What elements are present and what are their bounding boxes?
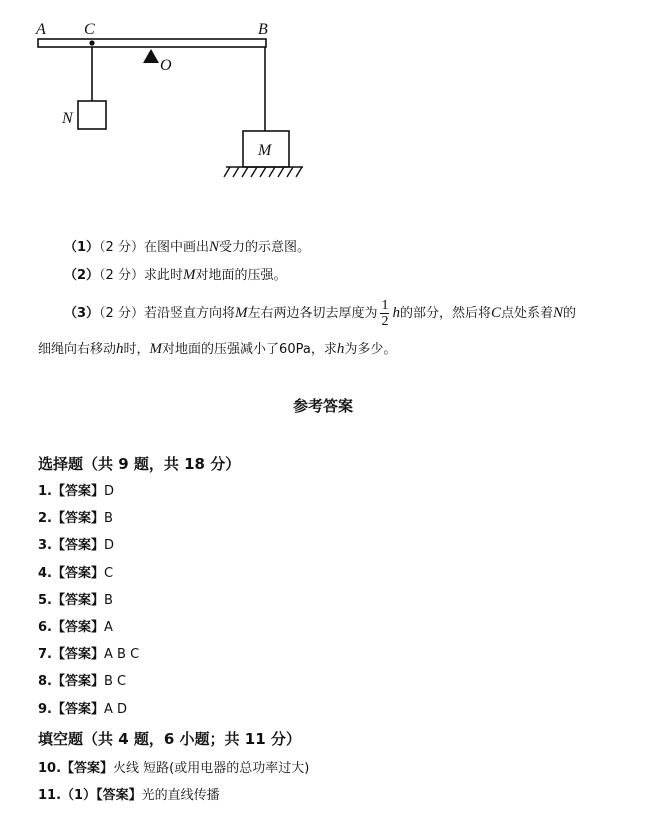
answer-value: B C: [104, 674, 127, 690]
answer-value: A D: [104, 701, 128, 717]
question-score: （2 分）: [99, 306, 144, 321]
label-c: C: [84, 21, 95, 38]
question-text: 求此时: [143, 268, 183, 283]
question-1: [64, 238, 310, 257]
label-m: M: [258, 142, 272, 159]
variable: h: [392, 305, 400, 321]
answer-value: B: [104, 511, 113, 527]
variable: M: [182, 267, 196, 283]
variable: C: [491, 305, 502, 321]
lever-diagram: [0, 0, 646, 200]
fulcrum-o: [143, 49, 159, 63]
answer-value: C: [104, 565, 114, 581]
pressure-value: 60Pa: [279, 342, 311, 357]
answer-tag: 【答案】: [51, 701, 104, 717]
question-number: （2）: [64, 268, 100, 283]
list-item: [38, 701, 139, 728]
answer-tag: 【答案】: [96, 788, 142, 803]
answer-value: A B C: [104, 647, 140, 663]
answer-tag: 【答案】: [51, 592, 104, 608]
list-item: [38, 510, 139, 537]
question-text: 对地面的压强。: [195, 268, 287, 283]
label-n: N: [62, 110, 73, 127]
answer-number: 10.: [38, 761, 62, 776]
answer-tag: 【答案】: [51, 565, 104, 581]
variable: M: [234, 305, 248, 321]
question-number: （3）: [64, 306, 100, 321]
answer-number: 6.: [38, 619, 52, 635]
sub-question-number: （1）: [61, 788, 97, 803]
fraction-numerator: 1: [381, 298, 389, 313]
label-o: O: [160, 57, 172, 74]
question-3: [64, 298, 576, 329]
variable: M: [149, 341, 163, 357]
list-item: [38, 760, 309, 787]
question-number: （1）: [64, 240, 100, 255]
list-item: [38, 673, 139, 700]
question-2: [64, 266, 286, 285]
answer-number: 4.: [38, 565, 52, 581]
variable: h: [116, 341, 124, 357]
answer-number: 9.: [38, 701, 52, 717]
answer-tag: 【答案】: [51, 511, 104, 527]
answer-number: 8.: [38, 674, 52, 690]
answer-tag: 【答案】: [51, 647, 104, 663]
list-item: [38, 787, 309, 814]
list-item: [38, 619, 139, 646]
list-item: [38, 537, 139, 564]
answers-title: 参考答案: [292, 397, 353, 415]
answer-number: 2.: [38, 511, 52, 527]
answer-value: 光的直线传播: [141, 788, 220, 803]
answer-tag: 【答案】: [51, 674, 104, 690]
point-c: [89, 40, 94, 45]
answer-value: B: [104, 592, 113, 608]
answer-value: D: [104, 484, 115, 499]
answer-tag: 【答案】: [51, 538, 104, 554]
question-text: 为多少。: [344, 342, 397, 357]
variable: N: [553, 305, 564, 321]
question-score: （2 分）: [99, 268, 144, 283]
answer-tag: 【答案】: [51, 484, 104, 499]
answer-number: 3.: [38, 538, 52, 554]
answer-number: 1.: [38, 484, 52, 499]
question-text: 细绳向右移动: [38, 342, 117, 357]
question-text: 的: [563, 306, 577, 321]
question-text: 在图中画出: [143, 240, 209, 255]
variable: h: [336, 341, 345, 357]
question-text: 点处系着: [501, 306, 554, 321]
question-text: 左右两边各切去厚度为: [247, 306, 378, 321]
label-b: B: [258, 21, 268, 38]
answer-number: 7.: [38, 647, 52, 663]
answer-tag: 【答案】: [61, 761, 114, 776]
answer-number: 11.: [38, 788, 62, 803]
fraction-one-half: [380, 298, 389, 329]
answer-value: A: [104, 619, 113, 635]
ground: [224, 167, 303, 177]
block-n: [78, 101, 106, 129]
list-item: [38, 646, 139, 673]
answer-number: 5.: [38, 592, 52, 608]
question-text: 时，: [123, 342, 150, 357]
section-heading-choice: 选择题（共 9 题，共 18 分）: [38, 455, 241, 473]
answer-value: 火线 短路(或用电器的总功率过大): [113, 761, 310, 776]
list-item: [38, 483, 139, 510]
question-text: 若沿竖直方向将: [143, 306, 235, 321]
lever-bar: [38, 39, 266, 47]
choice-answer-list: [38, 483, 139, 728]
variable: N: [208, 239, 219, 255]
answer-value: D: [104, 538, 115, 554]
question-text: 对地面的压强减小了: [162, 342, 280, 357]
answer-tag: 【答案】: [51, 619, 104, 635]
fraction-denominator: 2: [381, 314, 389, 329]
question-3-continuation: [38, 340, 396, 359]
question-text: ，求: [310, 342, 337, 357]
section-heading-fill: 填空题（共 4 题，6 小题；共 11 分）: [38, 730, 301, 748]
fill-answer-list: [38, 760, 309, 814]
question-score: （2 分）: [99, 240, 144, 255]
question-text: 受力的示意图。: [218, 240, 310, 255]
list-item: [38, 592, 139, 619]
question-text: 的部分，然后将: [399, 306, 491, 321]
label-a: A: [36, 21, 46, 38]
list-item: [38, 565, 139, 592]
